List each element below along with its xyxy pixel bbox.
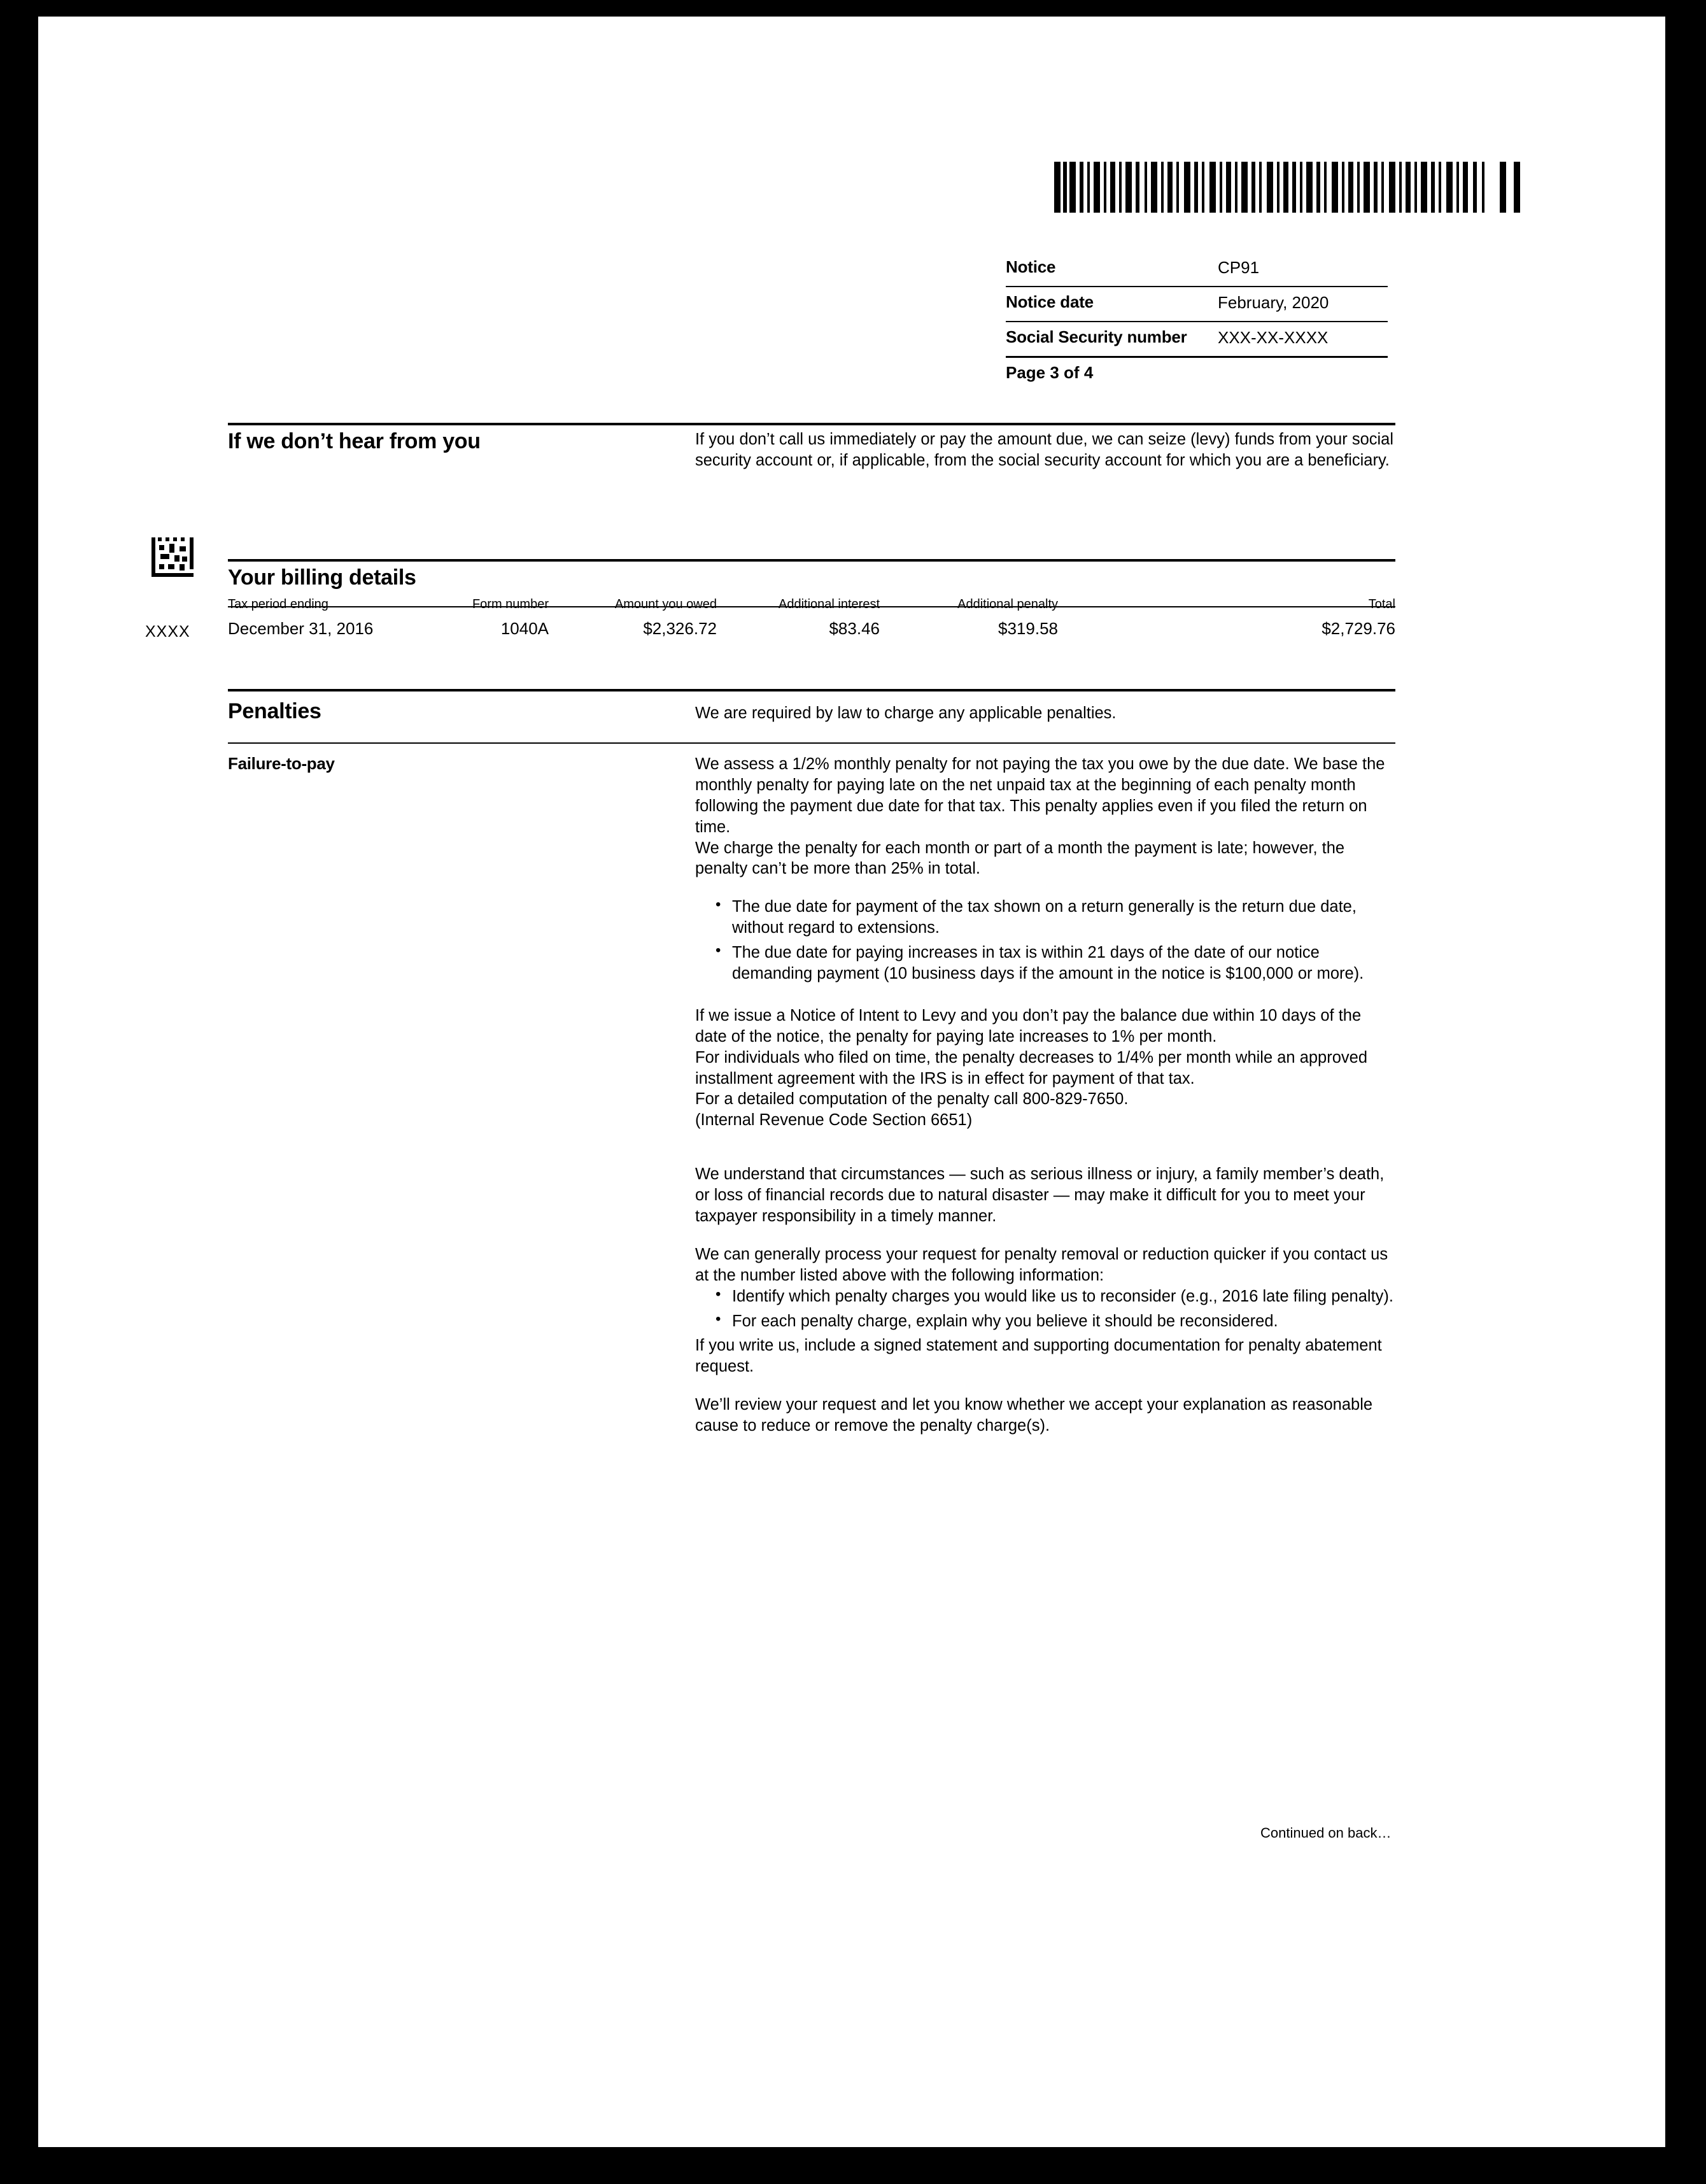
- penalty-paragraph-4: For individuals who filed on time, the penalty decreases to 1/4% per month while an approved installment agreement with the IRS is in effect for payment of that tax.: [695, 1048, 1368, 1088]
- notice-row: [1006, 252, 1388, 287]
- col-header-period: Tax period ending: [228, 597, 328, 611]
- hear-from-you-text: If you don’t call us immediately or pay the amount due, we can seize (levy) funds from your social security account or, if applicable, from the social security account for which you are a beneficiary.: [695, 430, 1394, 469]
- col-header-form: Form number: [472, 597, 549, 611]
- penalty-paragraph-2: We charge the penalty for each month or part of a month the payment is late; however, the penalty can’t be more than 25% in total.: [695, 839, 1345, 878]
- notice-date-label: Notice date: [1006, 292, 1094, 311]
- penalty-paragraph-8: We can generally process your request for penalty removal or reduction quicker if you contact us at the number listed above with the following information:: [695, 1245, 1388, 1284]
- billing-details-table: [228, 597, 1395, 643]
- cell-interest: $83.46: [829, 619, 880, 638]
- penalties-intro-text: We are required by law to charge any applicable penalties.: [695, 704, 1117, 722]
- col-header-owed: Amount you owed: [614, 597, 717, 611]
- table-row: [228, 616, 1395, 643]
- notice-date-value: February, 2020: [1218, 293, 1329, 312]
- table-header-row: [228, 597, 1395, 616]
- notice-row: [1006, 322, 1388, 358]
- section-rule: [228, 423, 1395, 425]
- page-number-row: [1006, 358, 1388, 392]
- continued-on-back-note: Continued on back…: [1260, 1825, 1392, 1841]
- cell-owed: $2,326.72: [643, 619, 717, 638]
- ssn-value: XXX-XX-XXXX: [1218, 328, 1329, 347]
- penalty-paragraph-5: For a detailed computation of the penalty call 800-829-7650.: [695, 1090, 1129, 1109]
- section-heading-hear-from-you: If we don’t hear from you: [228, 429, 481, 453]
- page-number: Page 3 of 4: [1006, 363, 1094, 382]
- page-content: [38, 17, 1665, 2147]
- section-heading-billing-details: Your billing details: [228, 565, 416, 590]
- account-mask-label: XXXX: [145, 623, 190, 641]
- cell-penalty: $319.58: [998, 619, 1058, 638]
- penalty-paragraph-10: We’ll review your request and let you know whether we accept your explanation as reasonable cause to reduce or remove the penalty charge(s).: [695, 1396, 1373, 1435]
- notice-value: CP91: [1218, 258, 1260, 277]
- list-item: • The due date for payment of the tax shown on a return generally is the return due date, without regard to extensions.: [719, 897, 1395, 939]
- list-item: • Identify which penalty charges you would like us to reconsider (e.g., 2016 late filing penalty).: [719, 1286, 1395, 1307]
- notice-info-block: [1006, 252, 1388, 392]
- section-rule: [228, 559, 1395, 562]
- list-item: • The due date for paying increases in tax is within 21 days of the date of our notice demanding payment (10 business days if the amount in the notice is $100,000 or more).: [719, 942, 1395, 984]
- cell-period: December 31, 2016: [228, 619, 374, 638]
- penalties-body: [695, 754, 1395, 1436]
- cell-total: $2,729.76: [1322, 619, 1395, 638]
- subheading-failure-to-pay: Failure-to-pay: [228, 754, 335, 773]
- penalty-paragraph-6: (Internal Revenue Code Section 6651): [695, 1111, 973, 1130]
- datamatrix-barcode-icon: [152, 537, 194, 577]
- notice-label: Notice: [1006, 257, 1056, 276]
- section-heading-penalties: Penalties: [228, 699, 321, 723]
- penalty-paragraph-1: We assess a 1/2% monthly penalty for not paying the tax you owe by the due date. We base the monthly penalty for paying late on the net unpaid tax at the beginning of each penalty month following the payment due date for that tax. This penalty applies even if you filed the return on time.: [695, 755, 1385, 836]
- subsection-rule: [228, 742, 1395, 744]
- section-rule: [228, 689, 1395, 691]
- col-header-total: Total: [1368, 597, 1395, 611]
- cell-form: 1040A: [500, 619, 549, 638]
- col-header-penalty: Additional penalty: [957, 597, 1058, 611]
- list-item: • For each penalty charge, explain why you believe it should be reconsidered.: [719, 1311, 1395, 1332]
- penalty-paragraph-7: We understand that circumstances — such as serious illness or injury, a family member’s death, or loss of financial records due to natural disaster — may make it difficult for you to meet your taxpayer responsibility in a timely manner.: [695, 1165, 1385, 1226]
- postal-barcode-icon: [1054, 162, 1525, 213]
- document-page: [38, 17, 1665, 2147]
- col-header-interest: Additional interest: [779, 597, 880, 611]
- penalty-bullet-list-1: [695, 897, 1395, 984]
- penalty-bullet-list-2: [695, 1286, 1395, 1332]
- penalty-paragraph-3: If we issue a Notice of Intent to Levy and you don’t pay the balance due within 10 days of the date of the notice, the penalty for paying late increases to 1% per month.: [695, 1006, 1362, 1046]
- penalty-paragraph-9: If you write us, include a signed statement and supporting documentation for penalty abatement request.: [695, 1337, 1382, 1376]
- ssn-label: Social Security number: [1006, 327, 1187, 346]
- notice-row: [1006, 287, 1388, 322]
